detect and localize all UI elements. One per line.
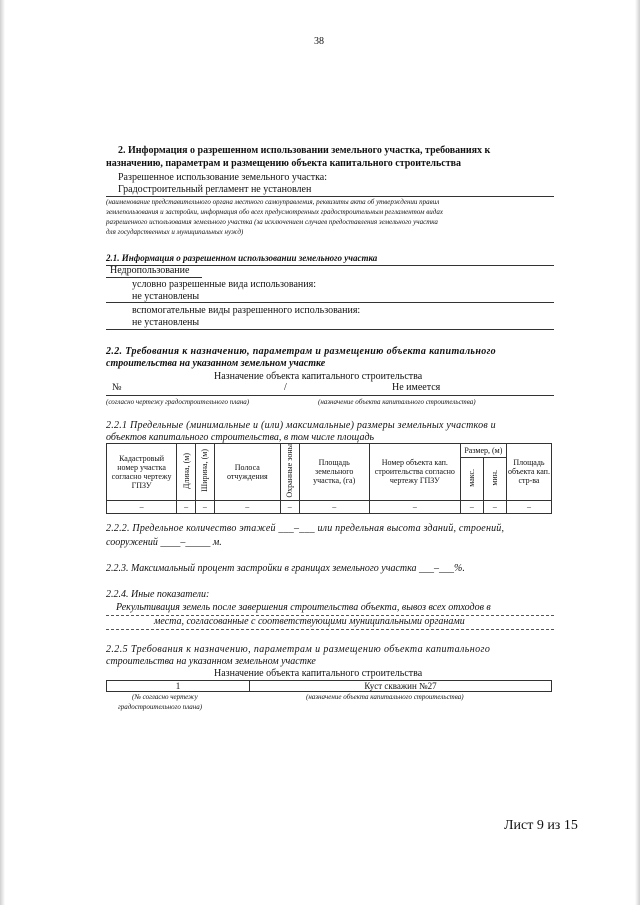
col-size-header: Размер, (м): [460, 444, 506, 458]
section2-heading-line2: назначению, параметрам и размещению объекта капитального строительства: [106, 158, 462, 169]
section2-note-line1: (наименование представительного органа местного самоуправления, реквизиты акта об утверждении правил: [106, 198, 440, 206]
section225-caption-left-line2: градостроительного плана): [118, 703, 203, 711]
col-protection-header: Охранные зоны: [280, 444, 299, 501]
scan-edge-right: [635, 0, 640, 905]
section222-line2: сооружений ____–_____ м.: [106, 537, 222, 548]
section22-caption-left: (согласно чертежу градостроительного плана): [106, 398, 250, 406]
col-area-header: Площадь земельного участка, (га): [299, 444, 369, 501]
section225-caption-left-line1: (№ согласно чертежу: [132, 693, 198, 701]
section22-caption-right: (назначение объекта капитального строительства): [318, 398, 476, 406]
section22-heading-line1: 2.2. Требования к назначению, параметрам и размещению объекта капитального: [106, 346, 496, 357]
section225-heading-line1: 2.2.5 Требования к назначению, параметрам и размещению объекта капитального: [106, 644, 491, 655]
section225-object-table: [106, 680, 552, 692]
table-row: [107, 681, 552, 692]
table-cell: –: [195, 500, 214, 513]
section2-note-line4: для государственных и муниципальных нужд): [106, 228, 244, 236]
section2-note-line3: разрешенного использования земельного участка (за исключением случаев предоставления земельного участка: [106, 218, 438, 226]
auxiliary-uses-value: не установлены: [132, 317, 200, 328]
col-length-header: Длина, (м): [177, 444, 196, 501]
auxiliary-uses-line: [106, 329, 554, 330]
section21-value: Недропользование: [110, 265, 190, 276]
size-limits-table: [106, 443, 552, 514]
section224-text-line1: Рекультивация земель после завершения строительства объекта, вывоз всех отходов в: [116, 602, 491, 613]
table-cell: –: [506, 500, 551, 513]
table-cell: –: [280, 500, 299, 513]
table-cell: –: [369, 500, 460, 513]
section224-text-line2: места, согласованные с соответствующими муниципальными органами: [154, 616, 465, 627]
section224-heading: 2.2.4. Иные показатели:: [106, 589, 210, 600]
page-number: 38: [314, 36, 324, 47]
conditional-uses-label: условно разрешенные вида использования:: [132, 279, 316, 290]
col-cadastral-header: Кадастровый номер участка согласно чертежу ГПЗУ: [107, 444, 177, 501]
col-exclusion-header: Полоса отчуждения: [214, 444, 280, 501]
table-cell: –: [299, 500, 369, 513]
table-cell: –: [483, 500, 506, 513]
col-object-number-header: Номер объекта кап. строительства согласно чертежу ГПЗУ: [369, 444, 460, 501]
section222-line1: 2.2.2. Предельное количество этажей ___–___ или предельная высота зданий, строений,: [106, 523, 505, 534]
object-purpose-cell: Куст скважин №27: [250, 681, 552, 692]
conditional-uses-line: [106, 302, 554, 303]
table-row: [107, 500, 552, 513]
scan-edge-left: [0, 0, 5, 905]
object-number-cell: 1: [107, 681, 250, 692]
section225-heading-line2: строительства на указанном земельном участке: [106, 656, 316, 667]
col-size-min-header: мин.: [483, 457, 506, 500]
section223-text: 2.2.3. Максимальный процент застройки в границах земельного участка ___–___%.: [106, 563, 465, 574]
table-cell: –: [107, 500, 177, 513]
sheet-counter: Лист 9 из 15: [504, 818, 578, 833]
section22-purpose-value: Не имеется: [392, 382, 441, 393]
section22-number-label: №: [112, 382, 122, 393]
permitted-use-label: Разрешенное использование земельного участка:: [118, 172, 328, 183]
permitted-use-value: Градостроительный регламент не установлен: [118, 184, 312, 195]
section22-purpose-label: Назначение объекта капитального строительства: [214, 371, 423, 382]
col-object-area-header: Площадь объекта кап. стр-ва: [506, 444, 551, 501]
section22-slash: /: [284, 382, 287, 393]
section21-heading: 2.1. Информация о разрешенном использовании земельного участка: [106, 253, 378, 263]
table-cell: –: [177, 500, 196, 513]
section225-purpose-label: Назначение объекта капитального строительства: [214, 668, 423, 679]
section21-value-line: [106, 277, 202, 278]
section221-heading-line1: 2.2.1 Предельные (минимальные и (или) максимальные) размеры земельных участков и: [106, 420, 496, 431]
auxiliary-uses-label: вспомогательные виды разрешенного использования:: [132, 305, 361, 316]
section2-note-line2: землепользования и застройки, информация обо всех предусмотренных градостроительным регламентом видах: [106, 208, 443, 216]
table-cell: –: [214, 500, 280, 513]
section22-value-line: [106, 395, 554, 396]
permitted-use-line: [106, 196, 554, 197]
section224-line2-rule: [106, 629, 554, 630]
col-width-header: Ширина, (м): [195, 444, 214, 501]
section221-heading-line2: объектов капитального строительства, в том числе площадь: [106, 432, 375, 443]
table-cell: –: [460, 500, 483, 513]
conditional-uses-value: не установлены: [132, 291, 200, 302]
section225-caption-right: (назначение объекта капитального строительства): [306, 693, 464, 701]
section22-heading-line2: строительства на указанном земельном участке: [106, 358, 326, 369]
col-size-max-header: макс.: [460, 457, 483, 500]
section2-heading-line1: 2. Информация о разрешенном использовании земельного участка, требованиях к: [118, 145, 491, 156]
